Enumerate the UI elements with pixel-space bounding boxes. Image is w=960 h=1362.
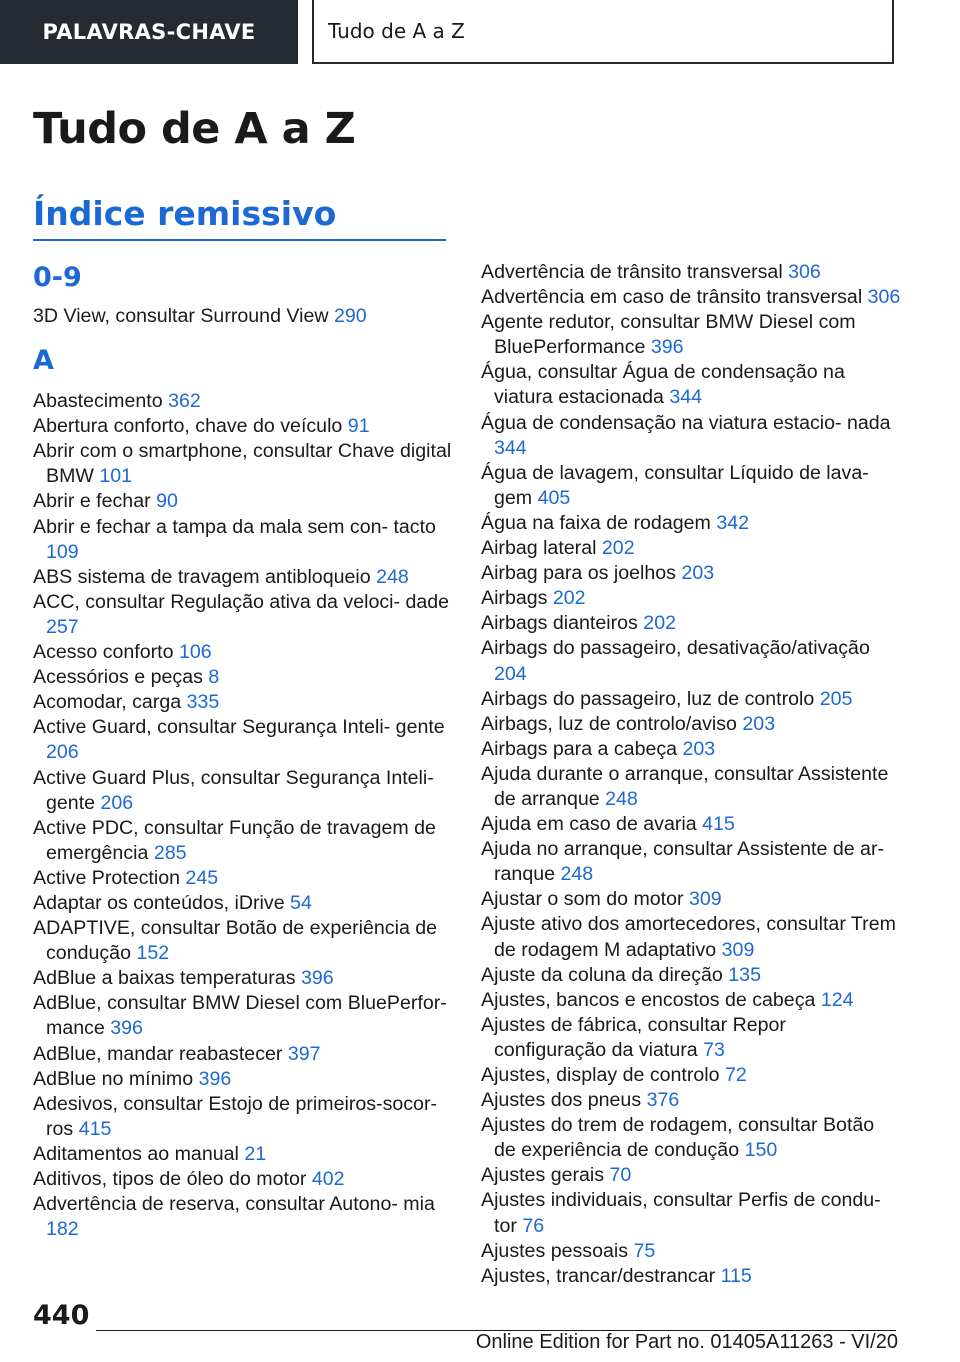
- index-entry-text: AdBlue, consultar BMW Diesel com BluePerfor‐ mance: [33, 992, 447, 1040]
- index-entry-page-link[interactable]: 415: [78, 1117, 112, 1140]
- index-entry-page-link[interactable]: 202: [643, 612, 676, 635]
- index-entry: [33, 816, 453, 866]
- index-entry-page-link[interactable]: 54: [290, 891, 312, 914]
- index-entry-text: Abrir com o smartphone, consultar Chave digital BMW: [33, 440, 452, 488]
- index-entry: [481, 887, 901, 912]
- index-entry-text: ACC, consultar Regulação ativa da veloci‐ dade: [33, 590, 450, 613]
- index-entry-page-link[interactable]: 182: [46, 1218, 79, 1241]
- index-entry-text: Active Guard, consultar Segurança Inteli‐ gente: [33, 716, 445, 739]
- index-entry: [481, 1113, 901, 1163]
- index-entry: [33, 690, 453, 715]
- index-entry: [33, 1092, 453, 1142]
- index-entry: [481, 687, 901, 712]
- index-entry: [33, 1067, 453, 1092]
- index-entry-page-link[interactable]: 248: [376, 565, 409, 588]
- index-entry-page-link[interactable]: 396: [650, 336, 684, 359]
- index-entry-text: Aditamentos ao manual: [33, 1142, 239, 1165]
- index-entry-page-link[interactable]: 203: [742, 712, 776, 735]
- index-entry-text: Active Guard Plus, consultar Segurança Inteli‐ gente: [33, 766, 434, 814]
- index-entry-page-link[interactable]: 91: [347, 415, 370, 438]
- index-entry: [33, 389, 453, 414]
- index-entry-text: ADAPTIVE, consultar Botão de experiência de condução: [33, 917, 438, 965]
- index-entry: [481, 762, 901, 812]
- index-entry-text: Ajuda durante o arranque, consultar Assistente de arranque: [481, 762, 889, 810]
- index-entry-page-link[interactable]: 8: [208, 666, 220, 689]
- index-entry-text: Ajustes, display de controlo: [481, 1064, 720, 1086]
- index-entry: [33, 891, 453, 916]
- index-entry-text: Abrir e fechar: [33, 490, 151, 513]
- index-entry-text: Acesso conforto: [33, 641, 174, 664]
- index-entry-page-link[interactable]: 397: [287, 1042, 321, 1065]
- index-entry-page-link[interactable]: 405: [537, 486, 571, 509]
- index-entry-text: Adaptar os conteúdos, iDrive: [33, 891, 285, 914]
- index-entry-text: AdBlue a baixas temperaturas: [33, 967, 296, 990]
- header-chapter-label: Tudo de A a Z: [328, 19, 465, 43]
- index-entry-page-link[interactable]: 396: [198, 1067, 232, 1090]
- index-entry-page-link[interactable]: 115: [720, 1264, 752, 1287]
- index-entry-page-link[interactable]: 109: [46, 540, 79, 563]
- index-entry-text: Água de condensação na viatura estacio‐ nada: [481, 411, 891, 434]
- index-entry: [33, 414, 453, 439]
- index-entry: [481, 1013, 901, 1063]
- index-entry: [481, 1264, 901, 1289]
- index-entry: [481, 636, 901, 686]
- index-entry: [33, 1042, 453, 1067]
- index-entry: [481, 411, 901, 461]
- index-entry-text: Ajustes, bancos e encostos de cabeça: [481, 988, 816, 1011]
- index-entry-page-link[interactable]: 362: [168, 390, 201, 413]
- index-entry-text: Água de lavagem, consultar Líquido de lava‐ gem: [481, 461, 869, 509]
- index-entry-text: Airbags dianteiros: [481, 612, 638, 635]
- index-entry: [481, 1088, 901, 1113]
- index-entry-page-link[interactable]: 70: [609, 1164, 632, 1187]
- index-entry: [481, 737, 901, 762]
- index-entry-page-link[interactable]: 90: [156, 490, 178, 513]
- page-title: Tudo de A a Z: [33, 104, 356, 154]
- index-entry-text: Ajustes, trancar/destrancar: [481, 1264, 716, 1287]
- index-entry-text: Adesivos, consultar Estojo de primeiros-socor‐ ros: [33, 1092, 438, 1140]
- index-entry: [481, 1239, 901, 1264]
- index-entry-page-link[interactable]: 205: [819, 687, 853, 710]
- section-title: Índice remissivo: [33, 194, 337, 233]
- index-entry-text: Airbag para os joelhos: [481, 562, 676, 585]
- index-entry-text: Airbags, luz de controlo/aviso: [481, 712, 737, 735]
- index-entry: [481, 1188, 901, 1238]
- index-entry-text: Airbags para a cabeça: [481, 737, 678, 760]
- index-entry-text: Ajustes dos pneus: [481, 1089, 642, 1112]
- index-entry: [33, 866, 453, 891]
- index-entry-text: Agente redutor, consultar BMW Diesel com BluePerformance: [481, 311, 856, 359]
- index-entry-page-link[interactable]: 202: [601, 537, 635, 560]
- index-entry-text: Abastecimento: [33, 390, 163, 413]
- index-entry-text: Água, consultar Água de condensação na viatura estacionada: [481, 361, 845, 409]
- index-entry-page-link[interactable]: 248: [605, 787, 638, 810]
- index-entry-page-link[interactable]: 342: [716, 511, 750, 534]
- index-entry-text: 3D View, consultar Surround View: [33, 305, 329, 327]
- index-entry-text: Ajustes individuais, consultar Perfis de condu‐ tor: [481, 1189, 881, 1237]
- index-entry-page-link[interactable]: 376: [646, 1089, 680, 1112]
- index-entry-text: Ajustes pessoais: [481, 1239, 629, 1262]
- index-entry-page-link[interactable]: 135: [728, 963, 761, 986]
- index-entry-page-link[interactable]: 306: [788, 261, 821, 283]
- index-letter-heading: A: [33, 345, 54, 377]
- index-entry: [481, 837, 901, 887]
- index-entry: [33, 991, 453, 1041]
- index-entry-page-link[interactable]: 76: [522, 1214, 545, 1237]
- index-entry: [33, 489, 453, 514]
- index-entry-text: Ajustes gerais: [481, 1164, 605, 1187]
- index-entry-page-link[interactable]: 344: [669, 386, 703, 409]
- index-entry: [481, 310, 901, 360]
- index-entry: [481, 461, 901, 511]
- index-entry-text: Abertura conforto, chave do veículo: [33, 415, 343, 438]
- index-entry-text: Advertência de trânsito transversal: [481, 261, 783, 283]
- index-entry-text: Ajuda no arranque, consultar Assistente de ar‐ ranque: [481, 838, 885, 886]
- index-entry-text: Airbag lateral: [481, 537, 597, 560]
- index-entry: [481, 963, 901, 988]
- footer-edition-text: Online Edition for Part no. 01405A11263 - VI/20: [475, 1331, 898, 1353]
- index-entry: [33, 1142, 453, 1167]
- index-entry-page-link[interactable]: 206: [100, 791, 134, 814]
- index-entry: [33, 665, 453, 690]
- index-entry-page-link[interactable]: 306: [867, 286, 901, 309]
- index-entry-page-link[interactable]: 150: [744, 1139, 778, 1162]
- index-entry-page-link[interactable]: 285: [153, 841, 187, 864]
- index-entry-page-link[interactable]: 290: [333, 305, 367, 327]
- index-entry: [481, 1063, 901, 1088]
- index-entry-page-link[interactable]: 75: [633, 1239, 656, 1262]
- index-entry-text: ABS sistema de travagem antibloqueio: [33, 565, 371, 588]
- index-entry-text: Ajustes do trem de rodagem, consultar Botão de experiência de condução: [481, 1114, 875, 1162]
- index-entry: [33, 715, 453, 765]
- index-entry: [481, 611, 901, 636]
- index-entry-page-link[interactable]: 396: [110, 1017, 143, 1040]
- index-entry-page-link[interactable]: 309: [721, 938, 755, 961]
- index-entry-text: AdBlue, mandar reabastecer: [33, 1042, 283, 1065]
- index-entry: [481, 1163, 901, 1188]
- index-entry: [33, 766, 453, 816]
- index-entry-page-link[interactable]: 152: [136, 942, 170, 965]
- index-entry-text: Água na faixa de rodagem: [481, 511, 711, 534]
- index-entry: [481, 988, 901, 1013]
- index-entry-text: Ajustes de fábrica, consultar Repor configuração da viatura: [481, 1013, 786, 1061]
- index-entry-text: Abrir e fechar a tampa da mala sem con‐ tacto: [33, 515, 436, 538]
- index-entry-page-link[interactable]: 203: [682, 737, 716, 760]
- index-entry-text: Airbags do passageiro, desativação/ativação: [481, 637, 870, 660]
- index-entry-page-link[interactable]: 124: [820, 988, 854, 1011]
- index-entry-text: Ajuda em caso de avaria: [481, 813, 697, 836]
- index-entry-text: Advertência em caso de trânsito transversal: [481, 286, 863, 309]
- index-entry-text: AdBlue no mínimo: [33, 1067, 194, 1090]
- index-entry: [481, 712, 901, 737]
- index-entry: [33, 565, 453, 590]
- index-entry: [33, 916, 453, 966]
- index-entry-page-link[interactable]: 396: [300, 967, 334, 990]
- index-entry: [481, 360, 901, 410]
- index-entry-page-link[interactable]: 309: [689, 888, 722, 911]
- index-entry-text: Active Protection: [33, 866, 181, 889]
- index-entry: [481, 260, 901, 285]
- index-entry: [33, 1192, 453, 1242]
- index-entry-page-link[interactable]: 203: [681, 562, 715, 585]
- index-entry-text: Ajuste ativo dos amortecedores, consultar Trem de rodagem M adaptativo: [481, 913, 896, 961]
- page-number: 440: [33, 1300, 90, 1331]
- index-entry-text: Active PDC, consultar Função de travagem de emergência: [33, 816, 436, 864]
- index-entry-page-link[interactable]: 415: [702, 813, 735, 836]
- index-entry-page-link[interactable]: 248: [560, 863, 594, 886]
- index-entry-text: Ajuste da coluna da direção: [481, 963, 723, 986]
- index-entry-page-link[interactable]: 335: [186, 691, 220, 714]
- index-entry-page-link[interactable]: 73: [703, 1038, 725, 1061]
- index-entry-text: Airbags do passageiro, luz de controlo: [481, 687, 815, 710]
- index-entry: [33, 304, 453, 329]
- index-entry-text: Airbags: [481, 587, 548, 610]
- index-entry-page-link[interactable]: 245: [185, 866, 219, 889]
- index-entry-page-link[interactable]: 204: [494, 662, 527, 685]
- index-entry: [33, 515, 453, 565]
- index-entry-page-link[interactable]: 72: [724, 1064, 747, 1086]
- index-entry: [33, 640, 453, 665]
- index-entry-page-link[interactable]: 21: [244, 1142, 267, 1165]
- index-entry-page-link[interactable]: 202: [552, 587, 586, 610]
- index-entry: [33, 439, 453, 489]
- index-entry-page-link[interactable]: 106: [178, 641, 212, 664]
- index-entry-page-link[interactable]: 402: [311, 1168, 345, 1190]
- index-entry: [33, 590, 453, 640]
- index-entry: [33, 966, 453, 991]
- index-entry: [481, 511, 901, 536]
- index-entry-text: Ajustar o som do motor: [481, 888, 684, 911]
- index-entry: [481, 561, 901, 586]
- index-entry: [481, 912, 901, 962]
- index-column-left: [33, 262, 453, 1242]
- index-entry-text: Advertência de reserva, consultar Autono‐ mia: [33, 1193, 435, 1216]
- index-entry-page-link[interactable]: 206: [46, 741, 79, 764]
- section-divider: [33, 239, 446, 241]
- index-letter-heading: 0-9: [33, 262, 82, 293]
- index-entry-text: Acomodar, carga: [33, 691, 182, 714]
- index-entry: [481, 812, 901, 837]
- header-chapter-tab: [312, 0, 894, 64]
- index-entry: [33, 1167, 453, 1192]
- index-entry: [481, 536, 901, 561]
- index-entry-page-link[interactable]: 344: [494, 436, 527, 459]
- index-entry: [481, 285, 901, 310]
- index-entry-text: Acessórios e peças: [33, 666, 203, 689]
- index-entry-page-link[interactable]: 257: [46, 615, 79, 638]
- index-entry: [481, 586, 901, 611]
- header-section-label: PALAVRAS-CHAVE: [42, 20, 256, 44]
- index-column-right: [481, 260, 901, 1289]
- index-entry-page-link[interactable]: 101: [99, 465, 133, 488]
- header-section-tab: [0, 0, 298, 64]
- index-entry-text: Aditivos, tipos de óleo do motor: [33, 1168, 307, 1190]
